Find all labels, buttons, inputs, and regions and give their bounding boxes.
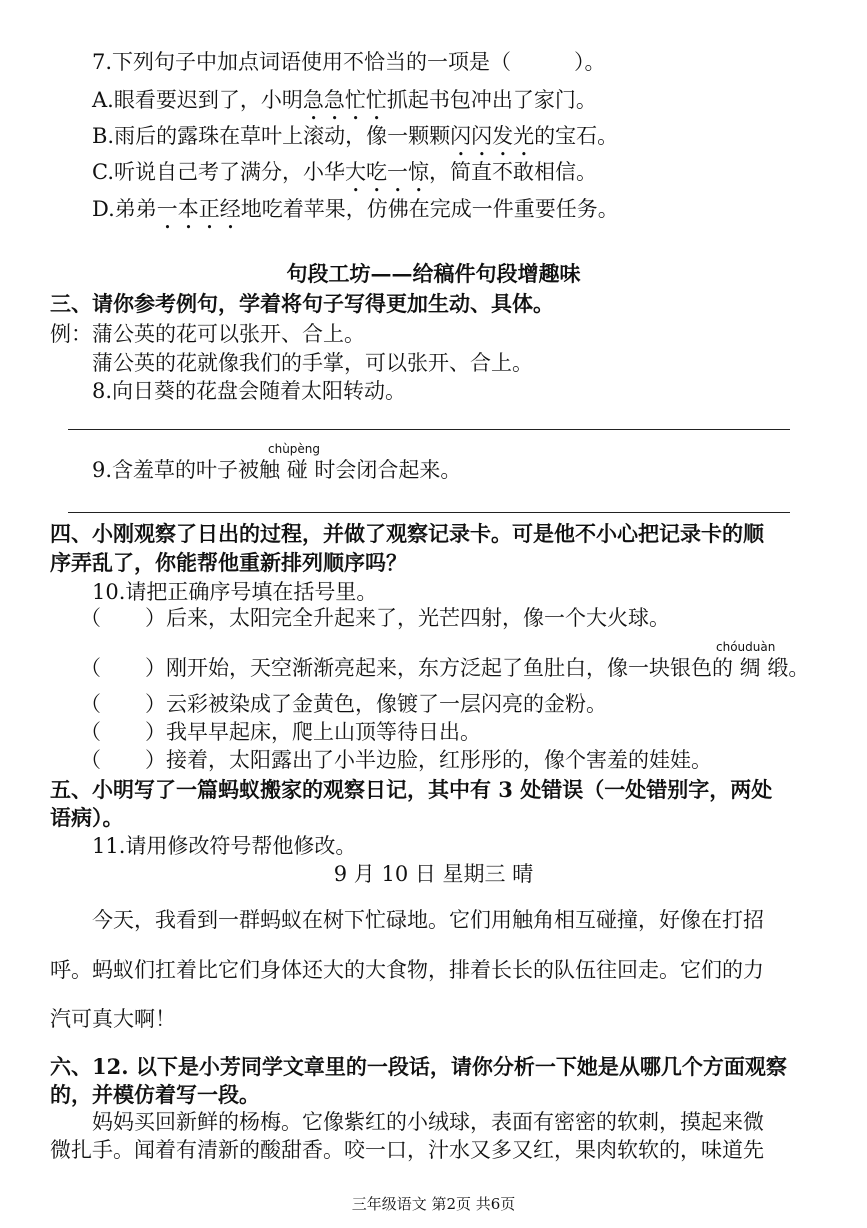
q7-option-b <box>92 122 618 161</box>
order-item-2 <box>80 654 809 682</box>
paren: （ <box>80 606 101 630</box>
example-original: 例：蒲公英的花可以张开、合上。 <box>50 322 365 346</box>
item-text: 我早早起床，爬上山顶等待日出。 <box>166 720 481 744</box>
paren: （ <box>80 692 101 716</box>
answer-line[interactable] <box>68 429 790 430</box>
paren: ） <box>145 606 166 630</box>
diary-line-1: 今天，我看到一群蚂蚁在树下忙碌地。它们用触角相互碰撞，好像在打招 <box>92 908 764 932</box>
item-text: 接着，太阳露出了小半边脸，红彤彤的，像个害羞的娃娃。 <box>166 748 712 772</box>
item2-pinyin: chóuduàn <box>716 640 776 654</box>
passage-line-2: 微扎手。闻着有清新的酸甜香。咬一口，汁水又多又红，果肉软软的，味道先 <box>50 1138 764 1162</box>
item-text: 刚开始，天空渐渐亮起来，东方泛起了鱼肚白，像一块银色的 绸 缎。 <box>166 656 810 680</box>
section6-heading-line1: 六、12. 以下是小芳同学文章里的一段话，请你分析一下她是从哪几个方面观察 <box>50 1054 787 1079</box>
paren: （ <box>80 656 101 680</box>
page-footer: 三年级语文 第2页 共6页 <box>351 1195 516 1213</box>
option-text: 的宝石。 <box>534 124 619 148</box>
paren: （ <box>80 720 101 744</box>
diary-line-3: 汽可真大啊！ <box>50 1007 176 1031</box>
dotted-word: 闪闪发光 <box>450 124 535 148</box>
section3-heading: 三、请你参考例句，学着将句子写得更加生动、具体。 <box>50 291 554 316</box>
option-text: A.眼看要迟到了，小明 <box>92 88 303 112</box>
dotted-word: 急急忙忙 <box>302 88 387 112</box>
section6-heading-line2: 的，并模仿着写一段。 <box>50 1082 260 1107</box>
option-text: B.雨后的露珠在草叶上滚动，像一颗颗 <box>92 124 451 148</box>
diary-date: 9 月 10 日 星期三 晴 <box>333 862 534 886</box>
section-title: 句段工坊——给稿件句段增趣味 <box>286 261 581 286</box>
order-item-3 <box>80 690 607 718</box>
q7-option-d <box>92 195 619 234</box>
q10-instruction: 10.请把正确序号填在括号里。 <box>92 580 378 604</box>
example-improved: 蒲公英的花就像我们的手掌，可以张开、合上。 <box>92 351 533 375</box>
q9-sentence: 9.含羞草的叶子被触 碰 时会闭合起来。 <box>92 458 462 482</box>
order-item-1 <box>80 604 670 632</box>
q7-option-a <box>92 86 597 125</box>
answer-line[interactable] <box>68 512 790 513</box>
order-item-4 <box>80 718 481 746</box>
option-text: D.弟弟 <box>92 197 157 221</box>
option-text: C.听说自己考了满分，小华 <box>92 160 345 184</box>
option-text: 抓起书包冲出了家门。 <box>386 88 597 112</box>
item-text: 后来，太阳完全升起来了，光芒四射，像一个大火球。 <box>166 606 670 630</box>
passage-line-1: 妈妈买回新鲜的杨梅。它像紫红的小绒球，表面有密密的软刺，摸起来微 <box>92 1110 764 1134</box>
option-text: ，简直不敢相信。 <box>429 160 597 184</box>
q9-pinyin: chùpèng <box>268 442 321 456</box>
dotted-word: 大吃一惊 <box>345 160 429 184</box>
option-text: 地吃着苹果，仿佛在完成一件重要任务。 <box>240 197 619 221</box>
q11-instruction: 11.请用修改符号帮他修改。 <box>92 834 357 858</box>
section5-heading-line2: 语病）。 <box>50 805 124 830</box>
section4-heading-line2: 序弄乱了，你能帮他重新排列顺序吗？ <box>50 550 407 575</box>
paren: ） <box>145 692 166 716</box>
q7-stem: 7.下列句子中加点词语使用不恰当的一项是（ ）。 <box>92 50 606 74</box>
diary-line-2: 呼。蚂蚁们扛着比它们身体还大的大食物，排着长长的队伍往回走。它们的力 <box>50 958 764 982</box>
paren: ） <box>145 720 166 744</box>
dotted-word: 一本正经 <box>156 197 241 221</box>
q7-option-c <box>92 158 597 197</box>
section4-heading-line1: 四、小刚观察了日出的过程，并做了观察记录卡。可是他不小心把记录卡的顺 <box>50 521 764 546</box>
section5-heading-line1: 五、小明写了一篇蚂蚁搬家的观察日记，其中有 3 处错误（一处错别字，两处 <box>50 777 773 802</box>
order-item-5 <box>80 746 712 774</box>
paren: ） <box>145 656 166 680</box>
q8-sentence: 8.向日葵的花盘会随着太阳转动。 <box>92 379 407 403</box>
paren: ） <box>145 748 166 772</box>
paren: （ <box>80 748 101 772</box>
item-text: 云彩被染成了金黄色，像镀了一层闪亮的金粉。 <box>166 692 607 716</box>
